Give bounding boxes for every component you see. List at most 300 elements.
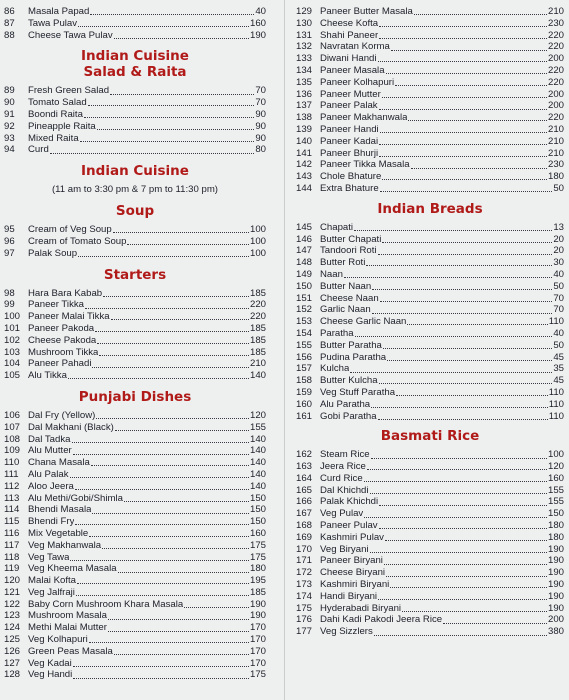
item-name: Steam Rice bbox=[320, 449, 370, 461]
dot-leader bbox=[70, 477, 249, 478]
dot-leader bbox=[387, 360, 552, 361]
item-number: 118 bbox=[4, 551, 20, 563]
dot-leader bbox=[108, 619, 249, 620]
item-name: Cheese Garlic Naan bbox=[320, 316, 407, 328]
menu-item bbox=[4, 236, 266, 248]
dot-leader bbox=[372, 289, 552, 290]
menu-item bbox=[4, 121, 266, 133]
menu-item-list bbox=[4, 224, 266, 259]
item-name: Bhendi Fry bbox=[28, 516, 75, 528]
dot-leader bbox=[118, 572, 249, 573]
item-name: Veg Jalfraji bbox=[28, 586, 75, 598]
menu-item bbox=[4, 445, 266, 457]
item-price: 170 bbox=[249, 645, 266, 657]
item-name: Shahi Paneer bbox=[320, 29, 379, 41]
item-price: 50 bbox=[553, 182, 564, 194]
item-price: 210 bbox=[547, 135, 564, 147]
item-price: 45 bbox=[553, 351, 564, 363]
item-number: 165 bbox=[296, 484, 313, 496]
menu-item bbox=[4, 30, 266, 42]
item-name: Tawa Pulav bbox=[28, 17, 78, 29]
item-name: Dal Fry (Yellow) bbox=[28, 409, 96, 421]
item-number: 120 bbox=[4, 575, 21, 587]
item-number: 127 bbox=[4, 657, 21, 669]
item-number: 117 bbox=[4, 539, 20, 551]
dot-leader bbox=[92, 513, 249, 514]
dot-leader bbox=[72, 442, 249, 443]
item-price: 220 bbox=[249, 299, 266, 311]
item-name: Paneer Tikka Masala bbox=[320, 159, 410, 171]
item-number: 149 bbox=[296, 268, 313, 280]
item-number: 166 bbox=[296, 496, 313, 508]
item-number: 95 bbox=[4, 224, 15, 236]
item-number: 94 bbox=[4, 144, 15, 156]
item-price: 40 bbox=[553, 268, 564, 280]
item-price: 200 bbox=[547, 88, 564, 100]
item-name: Cheese Pakoda bbox=[28, 334, 97, 346]
menu-item bbox=[4, 634, 266, 646]
section-heading-soup bbox=[4, 203, 266, 219]
dot-leader bbox=[76, 595, 249, 596]
item-price: 220 bbox=[547, 64, 564, 76]
menu-item bbox=[4, 622, 266, 634]
menu-item-list bbox=[296, 222, 564, 423]
menu-item bbox=[296, 375, 564, 387]
dot-leader bbox=[77, 583, 249, 584]
item-price: 160 bbox=[249, 17, 266, 29]
item-name: Kulcha bbox=[320, 363, 350, 375]
item-name: Aloo Jeera bbox=[28, 480, 74, 492]
item-price: 70 bbox=[553, 304, 564, 316]
menu-item bbox=[296, 567, 564, 579]
menu-item bbox=[296, 89, 564, 101]
dot-leader bbox=[382, 97, 547, 98]
dot-leader bbox=[372, 313, 553, 314]
item-price: 150 bbox=[249, 516, 266, 528]
item-name: Masala Papad bbox=[28, 6, 90, 17]
menu-item bbox=[4, 457, 266, 469]
menu-item bbox=[4, 299, 266, 311]
item-number: 123 bbox=[4, 610, 21, 622]
item-price: 220 bbox=[547, 41, 564, 53]
item-name: Paneer Palak bbox=[320, 100, 378, 112]
item-name: Naan bbox=[320, 268, 343, 280]
item-number: 161 bbox=[296, 410, 313, 422]
menu-item bbox=[4, 481, 266, 493]
dot-leader bbox=[371, 407, 548, 408]
item-number: 176 bbox=[296, 614, 313, 626]
menu-item bbox=[4, 335, 266, 347]
item-name: Green Peas Masala bbox=[28, 645, 113, 657]
dot-leader bbox=[380, 301, 553, 302]
dot-leader bbox=[395, 85, 547, 86]
item-number: 124 bbox=[4, 622, 21, 634]
item-price: 20 bbox=[553, 245, 564, 257]
item-number: 114 bbox=[4, 504, 20, 516]
section-heading-punjabi-dishes bbox=[4, 389, 266, 405]
item-name: Paneer Pulav bbox=[320, 520, 378, 532]
item-price: 185 bbox=[249, 586, 266, 598]
menu-item bbox=[4, 610, 266, 622]
item-number: 150 bbox=[296, 280, 313, 292]
menu-item bbox=[296, 53, 564, 65]
item-number: 107 bbox=[4, 421, 21, 433]
menu-item bbox=[4, 144, 266, 156]
menu-item bbox=[296, 77, 564, 89]
item-price: 100 bbox=[249, 247, 266, 259]
dot-leader bbox=[85, 308, 249, 309]
item-name: Mushroom Masala bbox=[28, 610, 107, 622]
item-number: 91 bbox=[4, 108, 15, 120]
menu-item bbox=[296, 603, 564, 615]
item-name: Cream of Veg Soup bbox=[28, 224, 112, 236]
item-number: 156 bbox=[296, 351, 313, 363]
menu-item bbox=[4, 516, 266, 528]
dot-leader bbox=[92, 367, 249, 368]
menu-item bbox=[296, 293, 564, 305]
dot-leader bbox=[382, 179, 547, 180]
item-number: 110 bbox=[4, 457, 20, 469]
menu-item bbox=[296, 387, 564, 399]
item-price: 110 bbox=[548, 398, 564, 410]
item-name: Navratan Korma bbox=[320, 41, 390, 53]
menu-item bbox=[296, 532, 564, 544]
dot-leader bbox=[364, 517, 547, 518]
item-price: 140 bbox=[249, 370, 266, 382]
item-number: 151 bbox=[296, 292, 313, 304]
item-number: 147 bbox=[296, 245, 313, 257]
dot-leader bbox=[371, 458, 547, 459]
item-price: 170 bbox=[249, 657, 266, 669]
dot-leader bbox=[184, 607, 249, 608]
dot-leader bbox=[370, 493, 547, 494]
menu-item bbox=[4, 370, 266, 382]
item-price: 210 bbox=[547, 123, 564, 135]
dot-leader bbox=[378, 599, 547, 600]
item-number: 86 bbox=[4, 6, 15, 17]
dot-leader bbox=[379, 26, 547, 27]
menu-item bbox=[4, 311, 266, 323]
item-number: 106 bbox=[4, 409, 21, 421]
dot-leader bbox=[378, 254, 553, 255]
item-name: Paneer Tikka bbox=[28, 299, 84, 311]
section-heading-line: Indian Breads bbox=[377, 200, 483, 217]
dot-leader bbox=[379, 505, 547, 506]
item-price: 155 bbox=[249, 421, 266, 433]
dot-leader bbox=[73, 454, 249, 455]
item-price: 90 bbox=[255, 132, 266, 144]
dot-leader bbox=[379, 156, 547, 157]
item-name: Alu Methi/Gobi/Shimla bbox=[28, 492, 123, 504]
item-price: 150 bbox=[547, 508, 564, 520]
menu-item bbox=[4, 540, 266, 552]
item-number: 105 bbox=[4, 370, 21, 382]
dot-leader bbox=[382, 242, 552, 243]
item-name: Cheese Tawa Pulav bbox=[28, 29, 113, 41]
item-name: Chapati bbox=[320, 221, 354, 233]
dot-leader bbox=[114, 654, 249, 655]
item-number: 89 bbox=[4, 85, 15, 97]
menu-item bbox=[4, 224, 266, 236]
item-number: 137 bbox=[296, 100, 313, 112]
item-name: Alu Paratha bbox=[320, 398, 371, 410]
item-price: 190 bbox=[547, 567, 564, 579]
dot-leader bbox=[386, 576, 547, 577]
item-name: Paneer Biryani bbox=[320, 555, 383, 567]
item-number: 144 bbox=[296, 182, 313, 194]
item-price: 70 bbox=[553, 292, 564, 304]
menu-item bbox=[296, 340, 564, 352]
item-price: 185 bbox=[249, 322, 266, 334]
item-number: 122 bbox=[4, 598, 21, 610]
dot-leader bbox=[97, 129, 255, 130]
menu-item bbox=[4, 669, 266, 681]
item-price: 40 bbox=[255, 6, 266, 17]
item-price: 140 bbox=[249, 480, 266, 492]
menu-item bbox=[296, 30, 564, 42]
section-heading-indian-cuisine bbox=[4, 163, 266, 179]
dot-leader bbox=[367, 469, 547, 470]
item-number: 153 bbox=[296, 316, 313, 328]
item-name: Veg Kheema Masala bbox=[28, 563, 117, 575]
item-name: Bhendi Masala bbox=[28, 504, 92, 516]
item-number: 134 bbox=[296, 64, 313, 76]
item-name: Paneer Pakoda bbox=[28, 322, 95, 334]
item-name: Chana Masala bbox=[28, 457, 90, 469]
menu-item bbox=[4, 493, 266, 505]
item-price: 140 bbox=[249, 445, 266, 457]
dot-leader bbox=[115, 430, 249, 431]
dot-leader bbox=[78, 26, 249, 27]
item-number: 131 bbox=[296, 29, 313, 41]
item-price: 120 bbox=[249, 409, 266, 421]
item-number: 93 bbox=[4, 132, 15, 144]
menu-item bbox=[296, 136, 564, 148]
menu-item-list bbox=[296, 449, 564, 638]
item-number: 100 bbox=[4, 311, 21, 323]
item-name: Butter Chapati bbox=[320, 233, 382, 245]
dot-leader bbox=[111, 319, 249, 320]
menu-item bbox=[296, 281, 564, 293]
item-price: 190 bbox=[547, 602, 564, 614]
item-price: 180 bbox=[547, 520, 564, 532]
item-number: 102 bbox=[4, 334, 21, 346]
menu-item bbox=[4, 323, 266, 335]
item-price: 160 bbox=[249, 527, 266, 539]
item-name: Veg Kolhapuri bbox=[28, 634, 88, 646]
item-name: Dahi Kadi Pakodi Jeera Rice bbox=[320, 614, 443, 626]
left-menu-column bbox=[4, 6, 266, 681]
item-name: Kashmiri Pulav bbox=[320, 531, 384, 543]
item-number: 141 bbox=[296, 147, 313, 159]
item-number: 129 bbox=[296, 6, 313, 17]
item-name: Paneer Makhanwala bbox=[320, 112, 408, 124]
dot-leader bbox=[127, 244, 249, 245]
dot-leader bbox=[102, 548, 249, 549]
dot-leader bbox=[108, 631, 249, 632]
dot-leader bbox=[89, 536, 249, 537]
item-price: 220 bbox=[547, 29, 564, 41]
menu-item bbox=[4, 6, 266, 18]
dot-leader bbox=[91, 465, 249, 466]
dot-leader bbox=[75, 524, 249, 525]
item-name: Malai Kofta bbox=[28, 575, 76, 587]
menu-item bbox=[296, 328, 564, 340]
menu-item bbox=[296, 520, 564, 532]
item-number: 160 bbox=[296, 398, 313, 410]
item-price: 210 bbox=[547, 6, 564, 17]
item-number: 158 bbox=[296, 375, 313, 387]
menu-item bbox=[296, 399, 564, 411]
item-number: 97 bbox=[4, 247, 15, 259]
menu-item-list bbox=[4, 288, 266, 382]
menu-item bbox=[296, 124, 564, 136]
item-number: 103 bbox=[4, 346, 21, 358]
item-number: 138 bbox=[296, 112, 313, 124]
menu-item bbox=[296, 304, 564, 316]
dot-leader bbox=[364, 481, 547, 482]
section-heading-line: Indian Cuisine bbox=[81, 48, 189, 65]
menu-item bbox=[4, 434, 266, 446]
item-number: 99 bbox=[4, 299, 15, 311]
item-name: Paneer Kolhapuri bbox=[320, 76, 395, 88]
item-name: Alu Mutter bbox=[28, 445, 72, 457]
item-name: Alu Tikka bbox=[28, 370, 67, 382]
item-price: 185 bbox=[249, 346, 266, 358]
item-price: 155 bbox=[547, 484, 564, 496]
item-number: 88 bbox=[4, 29, 15, 41]
item-number: 90 bbox=[4, 97, 15, 109]
column-divider bbox=[284, 0, 285, 700]
menu-item bbox=[296, 591, 564, 603]
dot-leader bbox=[99, 355, 249, 356]
item-number: 116 bbox=[4, 527, 20, 539]
item-number: 164 bbox=[296, 472, 313, 484]
item-name: Paneer Handi bbox=[320, 123, 379, 135]
item-price: 70 bbox=[255, 85, 266, 97]
dot-leader bbox=[344, 277, 552, 278]
menu-item bbox=[4, 469, 266, 481]
menu-item bbox=[296, 411, 564, 423]
menu-item bbox=[296, 112, 564, 124]
menu-item bbox=[4, 646, 266, 658]
item-price: 190 bbox=[249, 29, 266, 41]
menu-item bbox=[296, 508, 564, 520]
item-name: Cheese Biryani bbox=[320, 567, 386, 579]
dot-leader bbox=[379, 109, 547, 110]
item-number: 125 bbox=[4, 634, 21, 646]
menu-item bbox=[4, 587, 266, 599]
item-name: Curd bbox=[28, 144, 49, 156]
item-name: Veg Kadai bbox=[28, 657, 72, 669]
item-number: 169 bbox=[296, 531, 313, 543]
dot-leader bbox=[378, 61, 547, 62]
menu-item bbox=[296, 614, 564, 626]
section-heading-indian-breads bbox=[296, 201, 564, 217]
dot-leader bbox=[379, 383, 553, 384]
item-number: 171 bbox=[296, 555, 313, 567]
dot-leader bbox=[110, 94, 254, 95]
item-name: Paratha bbox=[320, 327, 354, 339]
dot-leader bbox=[384, 564, 547, 565]
item-name: Baby Corn Mushroom Khara Masala bbox=[28, 598, 184, 610]
item-name: Jeera Rice bbox=[320, 461, 366, 473]
item-number: 170 bbox=[296, 543, 313, 555]
dot-leader bbox=[80, 141, 255, 142]
section-heading-line: Soup bbox=[115, 203, 155, 220]
item-price: 200 bbox=[547, 53, 564, 65]
item-number: 142 bbox=[296, 159, 313, 171]
item-name: Pineapple Raita bbox=[28, 120, 96, 132]
item-number: 154 bbox=[296, 327, 313, 339]
item-price: 45 bbox=[553, 375, 564, 387]
dot-leader bbox=[103, 296, 249, 297]
item-number: 159 bbox=[296, 386, 313, 398]
menu-item bbox=[4, 422, 266, 434]
item-number: 157 bbox=[296, 363, 313, 375]
menu-item bbox=[296, 269, 564, 281]
item-number: 111 bbox=[4, 468, 19, 480]
item-price: 150 bbox=[249, 504, 266, 516]
menu-item bbox=[4, 358, 266, 370]
section-heading-line: Starters bbox=[103, 266, 167, 283]
item-price: 190 bbox=[547, 590, 564, 602]
item-price: 220 bbox=[547, 76, 564, 88]
item-number: 108 bbox=[4, 433, 21, 445]
item-price: 190 bbox=[249, 598, 266, 610]
menu-item-list bbox=[4, 410, 266, 681]
item-price: 80 bbox=[255, 144, 266, 156]
item-name: Veg Stuff Paratha bbox=[320, 386, 396, 398]
item-name: Mushroom Tikka bbox=[28, 346, 99, 358]
item-price: 175 bbox=[249, 539, 266, 551]
item-number: 135 bbox=[296, 76, 313, 88]
dot-leader bbox=[379, 38, 547, 39]
dot-leader bbox=[50, 153, 255, 154]
item-name: Palak Soup bbox=[28, 247, 78, 259]
item-number: 119 bbox=[4, 563, 20, 575]
dot-leader bbox=[89, 642, 249, 643]
menu-item bbox=[296, 245, 564, 257]
item-price: 120 bbox=[547, 461, 564, 473]
item-price: 210 bbox=[249, 358, 266, 370]
dot-leader bbox=[380, 132, 547, 133]
item-name: Veg Handi bbox=[28, 669, 73, 681]
item-price: 190 bbox=[249, 610, 266, 622]
item-number: 104 bbox=[4, 358, 21, 370]
serving-hours-note: (11 am to 3:30 pm & 7 pm to 11:30 pm) bbox=[51, 184, 219, 196]
item-price: 100 bbox=[249, 224, 266, 236]
item-name: Butter Naan bbox=[320, 280, 372, 292]
item-price: 90 bbox=[255, 108, 266, 120]
dot-leader bbox=[414, 14, 547, 15]
item-name: Cheese Naan bbox=[320, 292, 379, 304]
item-price: 170 bbox=[249, 634, 266, 646]
menu-item bbox=[296, 6, 564, 18]
menu-item bbox=[296, 171, 564, 183]
item-number: 109 bbox=[4, 445, 21, 457]
item-number: 174 bbox=[296, 590, 313, 602]
item-price: 160 bbox=[547, 472, 564, 484]
item-price: 110 bbox=[548, 386, 564, 398]
item-number: 132 bbox=[296, 41, 313, 53]
item-number: 136 bbox=[296, 88, 313, 100]
item-name: Paneer Masala bbox=[320, 64, 385, 76]
item-price: 200 bbox=[547, 100, 564, 112]
item-price: 100 bbox=[249, 235, 266, 247]
item-number: 113 bbox=[4, 492, 20, 504]
dot-leader bbox=[73, 678, 249, 679]
